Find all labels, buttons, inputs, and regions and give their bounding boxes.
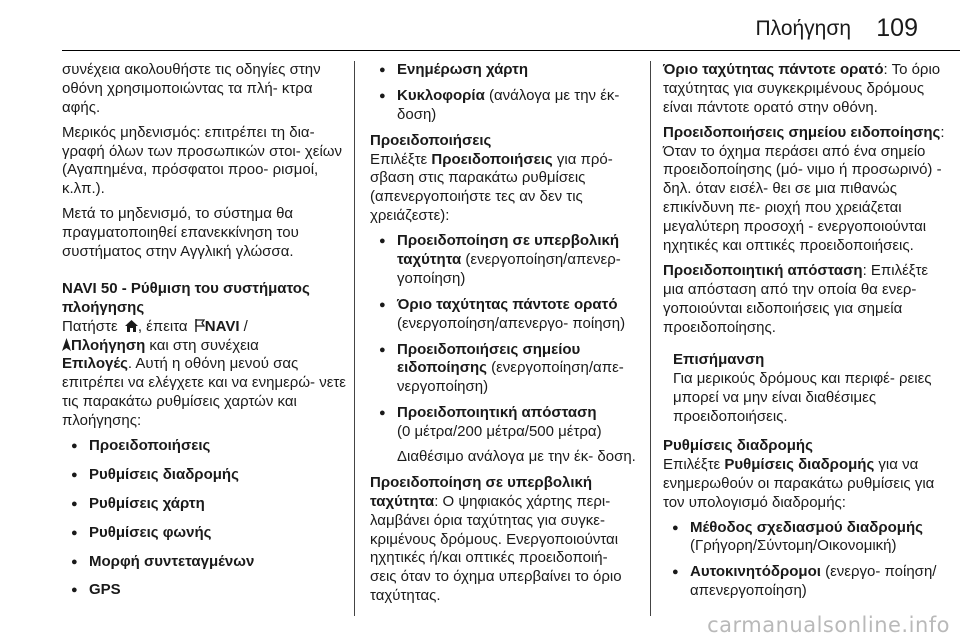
warnings-list: [370, 232, 638, 467]
paragraph-after-reset: Μετά το μηδενισμό, το σύστημα θα πραγματοποιηθεί επανεκκίνηση του συστήματος στην Αγγλική γλώσσα.: [62, 205, 299, 261]
column-3: [663, 61, 945, 608]
paragraph-reset-instructions: συνέχεια ακολουθήστε τις οδηγίες στην οθόνη χρησιμοποιώντας τα πλή- κτρα αφής.: [62, 61, 321, 116]
home-icon: [125, 320, 138, 332]
list-item: ● Όριο ταχύτητας πάντοτε ορατό (ενεργοποίηση/απενεργο- ποίηση): [370, 296, 638, 334]
route-settings-intro: Επιλέξτε Ρυθμίσεις διαδρομής για να ενημερωθούν οι παρακάτω ρυθμίσεις για τον υπολογισμό διαδρομής:: [663, 455, 935, 511]
navigation-arrow-icon: [62, 338, 71, 351]
list-item: ● Προειδοποιήσεις: [62, 437, 346, 456]
list-item: ● Προειδοποιήσεις σημείου ειδοποίησης (ενεργοποίηση/απε- νεργοποίηση): [370, 341, 638, 398]
list-item: ● Προειδοποιητική απόσταση (0 μέτρα/200 μέτρα/500 μέτρα) Διαθέσιμο ανάλογα με την έκ- δοση.: [370, 404, 638, 467]
column-divider-2: [650, 61, 651, 616]
list-item: ● Ρυθμίσεις φωνής: [62, 524, 346, 543]
navigation-flag-icon: [195, 319, 205, 332]
warnings-intro: Επιλέξτε Προειδοποιήσεις για πρό- σβαση στις παρακάτω ρυθμίσεις (απενεργοποιήστε τες αν δεν τις χρειάζεστε):: [370, 150, 613, 225]
list-item: ● Κυκλοφορία (ανάλογα με την έκ- δοση): [370, 87, 638, 125]
note-text: Για μερικούς δρόμους και περιφέ- ρειες μπορεί να μην είναι διαθέσιμες προειδοποιήσεις.: [673, 370, 932, 426]
note-box: [663, 351, 945, 427]
column-2: [370, 61, 638, 612]
availability-note: Διαθέσιμο ανάλογα με την έκ- δοση.: [397, 448, 636, 466]
route-settings-heading: Ρυθμίσεις διαδρομής: [663, 437, 813, 455]
continued-settings-list: [370, 61, 638, 125]
list-item: ● Μορφή συντεταγμένων: [62, 553, 346, 572]
warnings-heading: Προειδοποιήσεις: [370, 131, 492, 149]
navi50-heading: NAVI 50 - Ρύθμιση του συστήματος πλοήγησης: [62, 279, 310, 316]
note-title: Επισήμανση: [673, 351, 765, 369]
list-item: ● Προειδοποίηση σε υπερβολική ταχύτητα (ενεργοποίηση/απενερ- γοποίηση): [370, 232, 638, 289]
list-item: ● Ρυθμίσεις διαδρομής: [62, 466, 346, 485]
navi-settings-list: [62, 437, 346, 600]
column-divider-1: [354, 61, 355, 616]
column-1: [62, 61, 346, 610]
page-title: Πλοήγηση: [755, 17, 851, 40]
route-settings-list: [663, 519, 945, 602]
watermark: carmanualsonline.info: [707, 612, 950, 637]
warning-distance-description: Προειδοποιητική απόσταση: Επιλέξτε μια απόσταση από την οποία θα ενερ- γοποιούνται ειδοποιήσεις για σημεία προειδοποίησης.: [663, 261, 929, 336]
list-item: ● Μέθοδος σχεδιασμού διαδρομής (Γρήγορη/Σύντομη/Οικονομική): [663, 519, 945, 557]
poi-warning-description: Προειδοποιήσεις σημείου ειδοποίησης: Όταν το όχημα περάσει από ένα σημείο προειδοποίησης (μό- νιμο ή προσωρινό) - δηλ. όταν εισέλ- θει σε μια πιθανώς επικίνδυνη πε- ριοχή που χρειάζεται μεγαλύτερη προσοχή - ενεργοποιούνται ηχητικές και οπτικές προειδοποιήσεις.: [663, 123, 945, 255]
list-item: ● Αυτοκινητόδρομοι (ενεργο- ποίηση/απενεργοποίηση): [663, 563, 945, 601]
page-header: [62, 0, 960, 51]
list-item: ● Ενημέρωση χάρτη: [370, 61, 638, 80]
page-number: 109: [876, 14, 918, 42]
list-item: ● GPS: [62, 581, 346, 600]
speed-warning-description: Προειδοποίηση σε υπερβολική ταχύτητα: Ο ψηφιακός χάρτης περι- λαμβάνει όρια ταχύτητας για συγκε- κριμένους δρόμους. Ενεργοποιούνται ηχητικές ή/και οπτικές προειδοποιή- σεις όταν το όχημα υπερβαίνει το όριο ταχύτητας.: [370, 473, 622, 605]
list-item: ● Ρυθμίσεις χάρτη: [62, 495, 346, 514]
navi50-paragraph: Πατήστε , έπειτα NAVI / Πλοήγηση και στη συνέχεια Επιλογές. Αυτή η οθόνη μενού σας επιτρέπει να ελέγχετε και να ενημερώ- νετε τις παρακάτω ρυθμίσεις χαρτών και πλοήγησης:: [62, 317, 346, 430]
speed-limit-description: Όριο ταχύτητας πάντοτε ορατό: Το όριο ταχύτητας για συγκεκριμένους δρόμους είναι πάντοτε ορατό στην οθόνη.: [663, 61, 941, 116]
paragraph-partial-reset: Μερικός μηδενισμός: επιτρέπει τη δια- γραφή όλων των προσωπικών στοι- χείων (Αγαπημένα, πρόσφατοι προο- ρισμοί, κ.λπ.).: [62, 123, 343, 198]
